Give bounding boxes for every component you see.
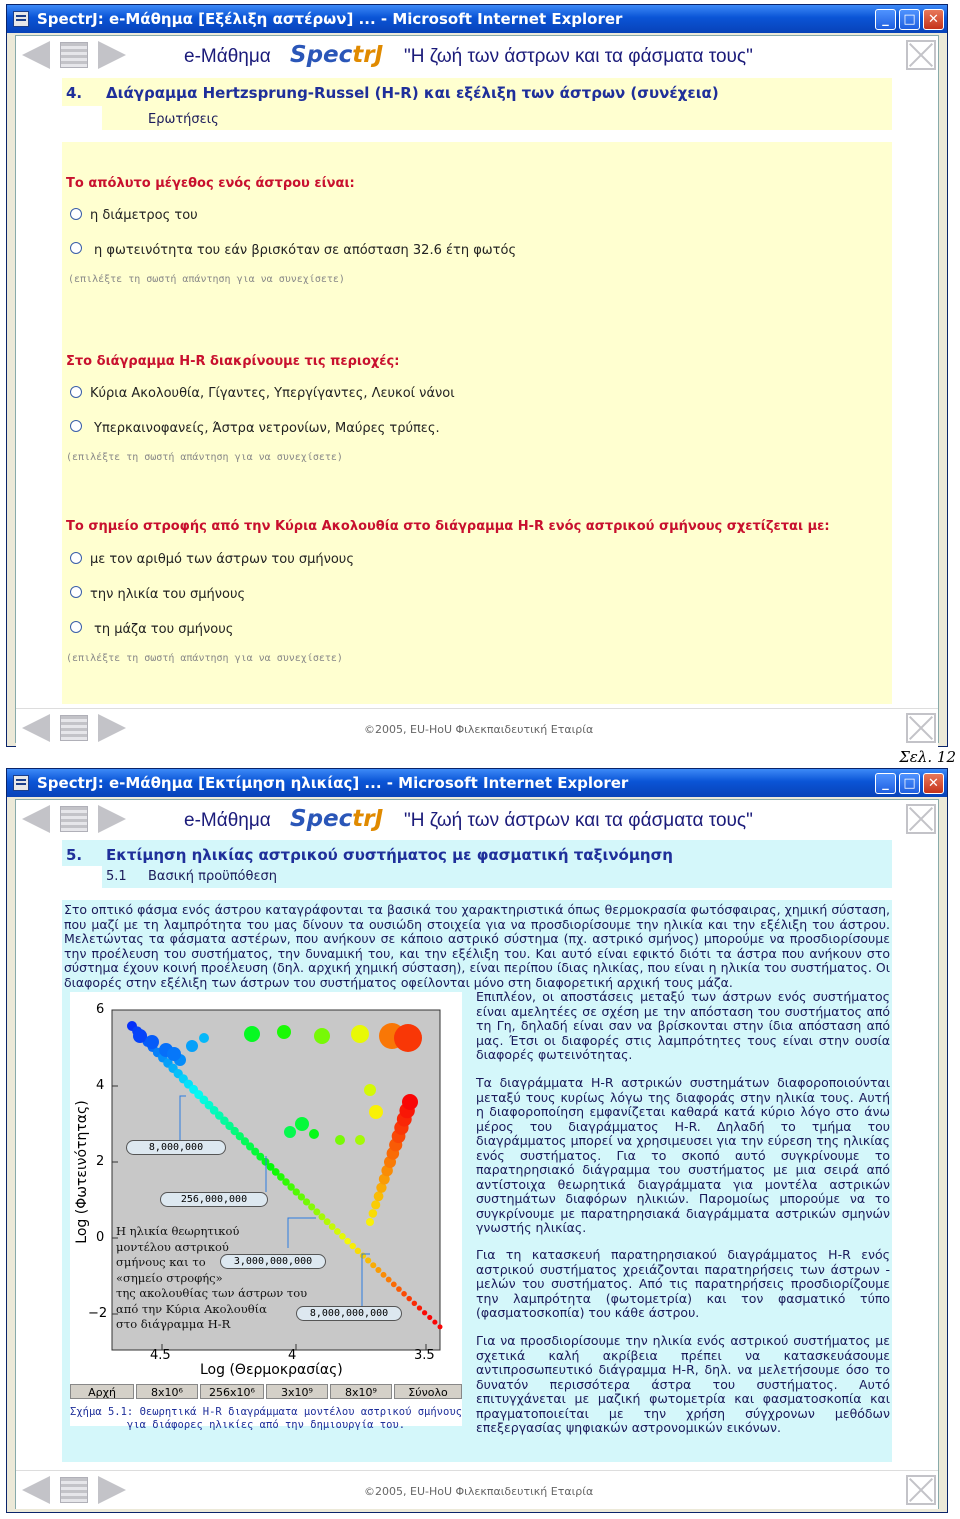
y-tick-4: −2 (88, 1306, 108, 1321)
age-label-3g: 3,000,000,000 (220, 1254, 326, 1269)
y-tick-2: 2 (96, 1154, 105, 1169)
section-number: 5. (66, 846, 83, 864)
star-marker (329, 1223, 336, 1230)
y-tick-0: 6 (96, 1002, 105, 1017)
emath-label: e-Μάθημα (184, 810, 271, 831)
age-label-8g: 8,000,000,000 (296, 1306, 402, 1321)
star-marker (402, 1094, 418, 1110)
section-title: Εκτίμηση ηλικίας αστρικού συστήματος με φασματική ταξινόμηση (106, 846, 673, 864)
bottom-nav (16, 1470, 938, 1509)
browser-window-2 (6, 768, 948, 1513)
section-title: Διάγραμμα Hertzsprung-Russel (H-R) και εξέλιξη των άστρων (συνέχεια) (106, 84, 719, 102)
window-title: SpectrJ: e-Μάθημα [Εξέλιξη αστέρων] ... - Microsoft Internet Explorer (37, 10, 623, 28)
section-number: 4. (66, 84, 83, 102)
question-1-option-b[interactable]: η φωτεινότητα του εάν βρισκόταν σε απόσταση 32.6 έτη φωτός (94, 243, 517, 258)
star-marker (314, 1028, 330, 1044)
question-3-radio-b[interactable] (70, 586, 82, 598)
star-marker (284, 1126, 296, 1138)
age-button-8e6[interactable]: 8x10⁶ (136, 1384, 198, 1399)
star-marker (351, 1025, 369, 1043)
star-marker (360, 1253, 366, 1259)
emath-label: e-Μάθημα (184, 46, 271, 67)
star-marker (369, 1105, 383, 1119)
forward-button-bottom[interactable] (96, 713, 128, 743)
hr-figure (70, 992, 462, 1431)
star-marker (417, 1305, 422, 1310)
question-2-hint: (επιλέξτε τη σωστή απάντηση για να συνεχίσετε) (66, 452, 343, 463)
y-axis-label: Log (Φωτεινότητας) (74, 1100, 90, 1244)
footer-copyright: ©2005, EU-HoU Φιλεκπαιδευτική Εταιρία (364, 1485, 594, 1498)
menu-button[interactable] (58, 40, 90, 70)
menu-icon (60, 42, 88, 68)
age-button-bar (70, 1384, 462, 1399)
menu-button-bottom[interactable] (58, 1475, 90, 1505)
star-marker (277, 1025, 291, 1039)
question-3-option-c[interactable]: τη μάζα του σμήνους (94, 622, 234, 637)
star-marker (366, 1218, 374, 1226)
course-title: "Η ζωή των άστρων και τα φάσματα τους" (404, 46, 753, 67)
star-marker (145, 1035, 159, 1049)
question-3-option-b[interactable]: την ηλικία του σμήνους (90, 587, 246, 602)
star-marker (295, 1117, 309, 1131)
minimize-button[interactable]: _ (875, 773, 896, 794)
page-content (15, 35, 939, 743)
title-bar[interactable] (7, 5, 947, 33)
question-1-option-a[interactable]: η διάμετρος του (90, 208, 198, 223)
subsection-number: 5.1 (106, 869, 127, 884)
footer-copyright: ©2005, EU-HoU Φιλεκπαιδευτική Εταιρία (364, 723, 594, 736)
question-2-option-b[interactable]: Υπερκαινοφανείς, Άστρα νετρονίων, Μαύρες τρύπες. (94, 421, 440, 436)
star-marker (303, 1198, 310, 1205)
age-label-256m: 256,000,000 (160, 1192, 268, 1207)
age-button-start[interactable]: Αρχή (70, 1384, 134, 1399)
star-marker (375, 1267, 381, 1273)
y-tick-3: 0 (96, 1230, 105, 1245)
star-marker (313, 1208, 320, 1215)
ie-window-icon (13, 775, 29, 791)
question-3-radio-c[interactable] (70, 621, 82, 633)
question-3-option-a[interactable]: με τον αριθμό των άστρων του σμήνους (90, 552, 354, 567)
forward-button-bottom[interactable] (96, 1475, 128, 1505)
star-marker (432, 1320, 437, 1325)
x-tick-0: 4.5 (150, 1348, 171, 1363)
arrow-left-icon (22, 805, 50, 833)
right-paragraph-1: Επιπλέον, οι αποστάσεις μεταξύ των άστρων ενός συστήματος είναι αμελητέες σε σχέση με την απόσταση του συστήματος από τη Γη, δηλαδή είναι σαν να βρίσκονται στην ίδια απόσταση από μας. Έτσι οι διαφορές στις λαμπρότητες τους είναι στην ουσία διαφορές φωτεινότητας. (476, 989, 890, 1062)
x-tick-2: 3.5 (414, 1348, 435, 1363)
maximize-button[interactable]: □ (899, 773, 920, 794)
course-header (184, 42, 804, 70)
back-button-bottom[interactable] (20, 713, 52, 743)
question-2-radio-b[interactable] (70, 420, 82, 432)
star-marker (355, 1135, 365, 1145)
course-title: "Η ζωή των άστρων και τα φάσματα τους" (404, 810, 753, 831)
content-panel (62, 900, 892, 1462)
menu-icon (60, 715, 88, 741)
back-button-bottom[interactable] (20, 1475, 52, 1505)
question-1: Το απόλυτο μέγεθος ενός άστρου είναι: (66, 176, 355, 191)
star-marker (371, 1200, 380, 1209)
arrow-right-icon (98, 805, 126, 833)
arrow-left-icon (22, 1476, 50, 1504)
star-marker (167, 1047, 181, 1061)
star-marker (401, 1291, 407, 1297)
arrow-left-icon (22, 41, 50, 69)
star-marker (427, 1315, 432, 1320)
page-content (15, 799, 939, 1509)
subsection-title: Βασική προϋπόθεση (148, 869, 277, 884)
question-2: Στο διάγραμμα H-R διακρίνουμε τις περιοχές: (66, 354, 400, 369)
back-button[interactable] (20, 804, 52, 834)
question-3: Το σημείο στροφής από την Κύρια Ακολουθία στο διάγραμμα H-R ενός αστρικού σμήνους σχετίζεται με: (66, 519, 830, 534)
star-marker (355, 1248, 361, 1254)
close-window-button[interactable]: ✕ (923, 9, 944, 30)
star-marker (309, 1129, 319, 1139)
star-marker (339, 1233, 346, 1240)
figure-annotation: Η ηλικία θεωρητικού μοντέλου αστρικού σμήνους και το «σημείο στροφής» της ακολουθίας των άστρων του από την Κύρια Ακολουθία στο διάγραμμα H-R (116, 1224, 308, 1331)
window-title: SpectrJ: e-Μάθημα [Εκτίμηση ηλικίας] ... - Microsoft Internet Explorer (37, 774, 629, 792)
exit-button-bottom[interactable] (906, 1475, 936, 1505)
star-marker (186, 1040, 198, 1052)
age-button-256e6[interactable]: 256x10⁶ (200, 1384, 264, 1399)
spectrj-logo: SpectrJ (290, 806, 384, 832)
menu-button[interactable] (58, 804, 90, 834)
forward-button[interactable] (96, 804, 128, 834)
star-marker (318, 1213, 325, 1220)
star-marker (350, 1243, 356, 1249)
section-header-tab (62, 866, 102, 888)
top-nav (16, 36, 938, 74)
arrow-left-icon (22, 714, 50, 742)
star-marker (344, 1238, 351, 1245)
close-window-button[interactable]: ✕ (923, 773, 944, 794)
arrow-right-icon (98, 1476, 126, 1504)
question-2-radio-a[interactable] (70, 386, 82, 398)
age-label-8m: 8,000,000 (126, 1140, 226, 1155)
question-1-hint: (επιλέξτε τη σωστή απάντηση για να συνεχίσετε) (68, 274, 345, 285)
star-marker (133, 1029, 147, 1043)
star-marker (308, 1203, 315, 1210)
title-bar[interactable] (7, 769, 947, 797)
star-marker (365, 1257, 371, 1263)
y-tick-1: 4 (96, 1078, 105, 1093)
question-3-hint: (επιλέξτε τη σωστή απάντηση για να συνεχίσετε) (66, 653, 343, 664)
exit-button-bottom[interactable] (906, 713, 936, 743)
age-button-8e9[interactable]: 8x10⁹ (330, 1384, 392, 1399)
minimize-button[interactable]: _ (875, 9, 896, 30)
x-tick-1: 4 (288, 1348, 297, 1363)
bottom-nav (16, 708, 938, 747)
star-marker (244, 1026, 260, 1042)
intro-paragraph: Στο οπτικό φάσμα ενός άστρου καταγράφονται τα βασικά του χαρακτηριστικά όπως θερμοκρασία φωτόσφαιρας, χημική σύσταση, που μαζί με τη λαμπρότητα του μας δίνουν τα ουσιώδη στοιχεία για να προσδιορίσουμε την ηλικία και την εξέλιξη του άστρου. Μελετώντας τα φάσματα αστέρων, που ανήκουν σε κάποιο αστρικό σύστημα (πχ. αστρικό σμήνος) μπορούμε να προσδιορίσουμε την προέλευση του συστήματος, την δυναμική του, και την εξέλιξη του. Και αυτό είναι εφικτό διότι τα άστρα που ανήκουν στο σύστημα έχουν κοινή προέλευση (δηλ. αρχική χημική σύσταση), είναι περίπου ίδιας ηλικίας, που είναι η ηλικία του συστήματος. Οι διαφορές στην εξέλιξη των άστρων του συστήματος οφείλονται μόνο στη διαφορετική αρχική τους μάζα. (64, 902, 890, 990)
star-marker (422, 1310, 427, 1315)
ie-window-icon (13, 11, 29, 27)
star-marker (374, 1191, 384, 1201)
maximize-button[interactable]: □ (899, 9, 920, 30)
star-marker (438, 1324, 443, 1329)
page-number: Σελ. 12 (899, 748, 956, 766)
menu-button-bottom[interactable] (58, 713, 90, 743)
star-marker (386, 1277, 392, 1283)
right-paragraph-3: Για τη κατασκευή παρατηρησιακού διαγράμματος H-R ενός αστρικού συστήματος χρειάζονται παρατηρήσεις των άστρων - μελών του συστήματος. Από τις παρατηρήσεις προσδιορίζουμε την λαμπρότητα (φωτομετρία) και τον φασματικό τύπο (φασματοσκοπία) του κάθε άστρου. (476, 1247, 890, 1320)
x-axis-label: Log (Θερμοκρασίας) (200, 1362, 343, 1378)
section-header-tab (62, 106, 102, 130)
course-header (184, 806, 804, 834)
star-marker (406, 1296, 412, 1302)
right-paragraph-2: Τα διαγράμματα H-R αστρικών συστημάτων διαφοροποιούνται μεταξύ τους κυρίως λόγω της διαφοράς στην ηλικία τους. Αυτή η διαφοροποίηση εμφανίζεται καθαρά κατά κύριο λόγο στο άνω μέρος του διαγράμματος H-R. Δηλαδή το τμήμα του διαγράμματος μπορεί να χρησιμευσει για την εύρεση της ηλικίας ενός συστήματος. Για το σκοπό αυτό συγκρίνουμε το παρατηρησιακό διάγραμμα του συστήματος με μια σειρά από αντίστοιχα θεωρητικά διαγράμματα για μοντέλα αστρικών συστημάτων διαφόρων ηλικιών. Παρομοίως μπορούμε να το συγκρίνουμε με παρατηρησιακά διαγράμματα αστρικών σμηνών γνωστής ηλικίας. (476, 1075, 890, 1235)
top-nav (16, 800, 938, 838)
figure-caption: Σχήμα 5.1: Θεωρητικά H-R διαγράμματα μοντέλου αστρικού σμήνους για διάφορες ηλικίες από την δημιουργία του. (70, 1406, 462, 1431)
question-1-radio-a[interactable] (70, 208, 82, 220)
browser-window-1 (6, 4, 948, 747)
menu-icon (60, 806, 88, 832)
star-marker (324, 1218, 331, 1225)
star-marker (364, 1084, 376, 1096)
star-marker (370, 1262, 376, 1268)
spectrj-logo: SpectrJ (290, 42, 384, 68)
back-button[interactable] (20, 40, 52, 70)
question-2-option-a[interactable]: Κύρια Ακολουθία, Γίγαντες, Υπεργίγαντες, Λευκοί νάνοι (90, 386, 455, 401)
star-marker (335, 1135, 345, 1145)
age-button-3e9[interactable]: 3x10⁹ (266, 1384, 328, 1399)
star-marker (199, 1033, 209, 1043)
menu-icon (60, 1477, 88, 1503)
age-button-all[interactable]: Σύνολο (394, 1384, 462, 1399)
forward-button[interactable] (96, 40, 128, 70)
question-1-radio-b[interactable] (70, 242, 82, 254)
arrow-right-icon (98, 714, 126, 742)
arrow-right-icon (98, 41, 126, 69)
star-marker (334, 1228, 341, 1235)
star-marker (412, 1301, 417, 1306)
star-marker (394, 1024, 422, 1052)
exit-button[interactable] (906, 40, 936, 70)
subsection-title: Ερωτήσεις (148, 112, 219, 127)
star-marker (396, 1286, 402, 1292)
right-paragraph-4: Για να προσδιορίσουμε την ηλικία ενός αστρικού συστήματος με σχετικά καλή ακρίβεια πρέπει να κατασκευάσουμε αντιπροσωπευτικό διάγραμμα H-R, δηλ. να μελετήσουμε όσο το δυνατόν περισσότερα άστρα του συστήματος. Αυτό επιτυγχάνεται με μαζική φωτομετρία και φασματοσκοπία και πραγματοποιείται με την χρήση σύγχρονων μεθόδων επεξεργασίας ψηφιακών αστρονομικών εικόνων. (476, 1333, 890, 1435)
question-3-radio-a[interactable] (70, 552, 82, 564)
star-marker (369, 1209, 378, 1218)
star-marker (391, 1281, 397, 1287)
questions-panel (62, 142, 892, 704)
exit-button[interactable] (906, 804, 936, 834)
star-marker (381, 1272, 387, 1278)
